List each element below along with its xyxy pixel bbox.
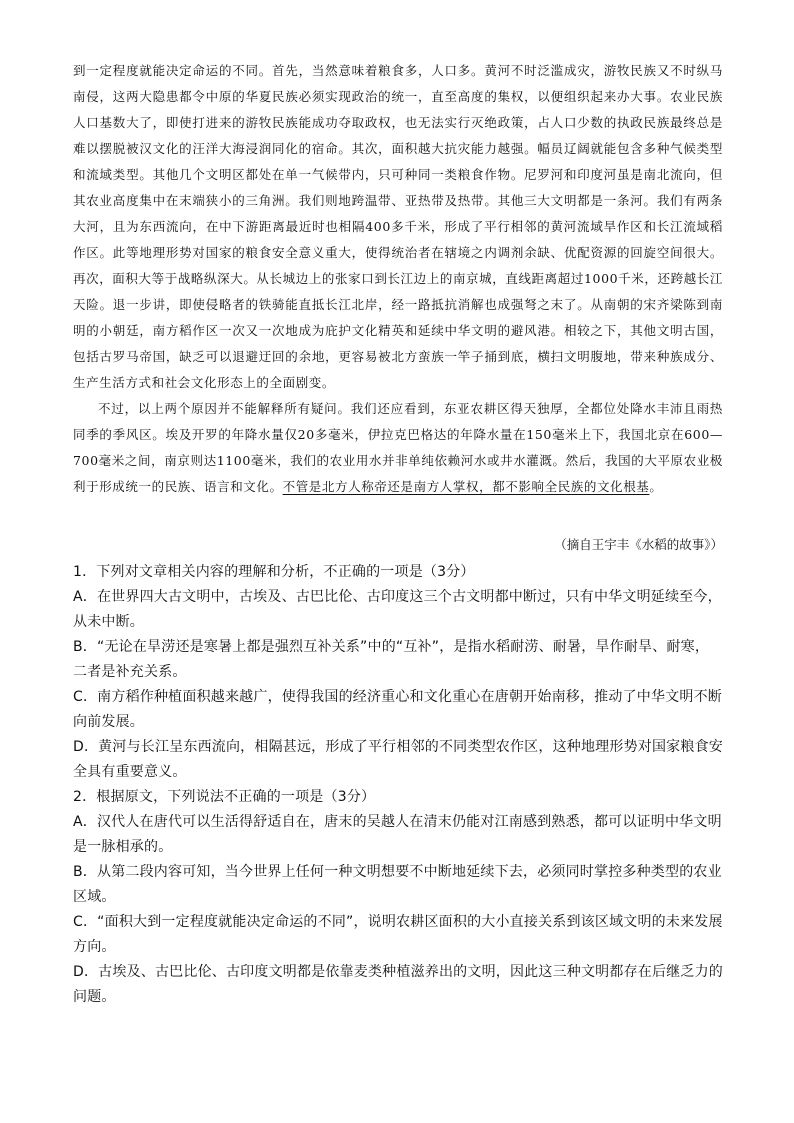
option-d: D．古埃及、古巴比伦、古印度文明都是依靠麦类种植滋养出的文明，因此这三种文明都存在后继乏力的问题。 bbox=[73, 964, 723, 1005]
option-d: D．黄河与长江呈东西流向，相隔甚远，形成了平行相邻的不同类型农作区，这种地理形势对国家粮食安全具有重要意义。 bbox=[73, 739, 723, 780]
option-c: C．“面积大到一定程度就能决定命运的不同”，说明农耕区面积的大小直接关系到该区域文明的未来发展方向。 bbox=[73, 914, 723, 955]
question-2 bbox=[73, 785, 723, 1010]
passage-paragraph-2-end: 。 bbox=[649, 479, 663, 494]
underlined-sentence: 不管是北方人称帝还是南方人掌权，都不影响全民族的文化根基 bbox=[282, 479, 650, 494]
reading-passage bbox=[73, 58, 723, 500]
passage-paragraph-1: 到一定程度就能决定命运的不同。首先，当然意味着粮食多，人口多。黄河不时泛滥成灾，游牧民族又不时纵马南侵，这两大隐患都令中原的华夏民族必须实现政治的统一，直至高度的集权，以便组织起来办大事。农业民族人口基数大了，即使打进来的游牧民族能成功夺取政权，也无法实行灭绝政策，占人口少数的执政民族最终总是难以摆脱被汉文化的汪洋大海浸润同化的宿命。其次，面积越大抗灾能力越强。幅员辽阔就能包含多种气候类型和流域类型。其他几个文明区都处在单一气候带内，只可种同一类粮食作物。尼罗河和印度河虽是南北流向，但其农业高度集中在末端狭小的三角洲。我们则地跨温带、亚热带及热带。其他三大文明都是一条河。我们有两条大河，且为东西流向，在中下游距离最近时也相隔400多千米，形成了平行相邻的黄河流域旱作区和长江流域稻作区。此等地理形势对国家的粮食安全意义重大，使得统治者在辖境之内调剂余缺、优配资源的回旋空间很大。再次，面积大等于战略纵深大。从长城边上的张家口到长江边上的南京城，直线距离超过1000千米，还跨越长江天险。退一步讲，即使侵略者的铁骑能直抵长江北岸，经一路抵抗消解也成强弩之末了。从南朝的宋齐梁陈到南明的小朝廷，南方稻作区一次又一次地成为庇护文化精英和延续中华文明的避风港。相较之下，其他文明古国，包括古罗马帝国，缺乏可以退避迂回的余地，更容易被北方蛮族一竿子捅到底，横扫文明腹地，带来种族成分、生产生活方式和社会文化形态上的全面剧变。 bbox=[73, 63, 723, 390]
question-list bbox=[73, 560, 723, 1010]
option-b: B．从第二段内容可知，当今世界上任何一种文明想要不中断地延续下去，必须同时掌控多种类型的农业区域。 bbox=[73, 864, 722, 905]
option-a: A．在世界四大古文明中，古埃及、古巴比伦、古印度这三个古文明都中断过，只有中华文明延续至今，从未中断。 bbox=[73, 589, 722, 630]
option-b: B．“无论在旱涝还是寒暑上都是强烈互补关系”中的“互补”，是指水稻耐涝、耐暑，旱作耐旱、耐寒，二者是补充关系。 bbox=[73, 639, 710, 680]
question-stem: 2．根据原文，下列说法不正确的一项是（3分） bbox=[73, 789, 376, 805]
question-stem: 1．下列对文章相关内容的理解和分析，不正确的一项是（3分） bbox=[73, 564, 475, 580]
option-c: C．南方稻作种植面积越来越广，使得我国的经济重心和文化重心在唐朝开始南移，推动了中华文明不断向前发展。 bbox=[73, 689, 722, 730]
question-1 bbox=[73, 560, 723, 785]
passage-paragraph-2-text: 不过，以上两个原因并不能解释所有疑问。我们还应看到，东亚农耕区得天独厚，全都位处降水丰沛且雨热同季的季风区。埃及开罗的年降水量仅20多毫米，伊拉克巴格达的年降水量在150毫米上下，我国北京在600—700毫米之间，南京则达1100毫米，我们的农业用水并非单纯依赖河水或井水灌溉。然后，我国的大平原农业极利于形成统一的民族、语言和文化。 bbox=[73, 401, 723, 494]
source-citation: （摘自王宇丰《水稻的故事》） bbox=[554, 537, 723, 552]
passage-paragraph-2 bbox=[73, 396, 723, 500]
option-a: A．汉代人在唐代可以生活得舒适自在，唐末的吴越人在清末仍能对江南感到熟悉，都可以证明中华文明是一脉相承的。 bbox=[73, 814, 722, 855]
